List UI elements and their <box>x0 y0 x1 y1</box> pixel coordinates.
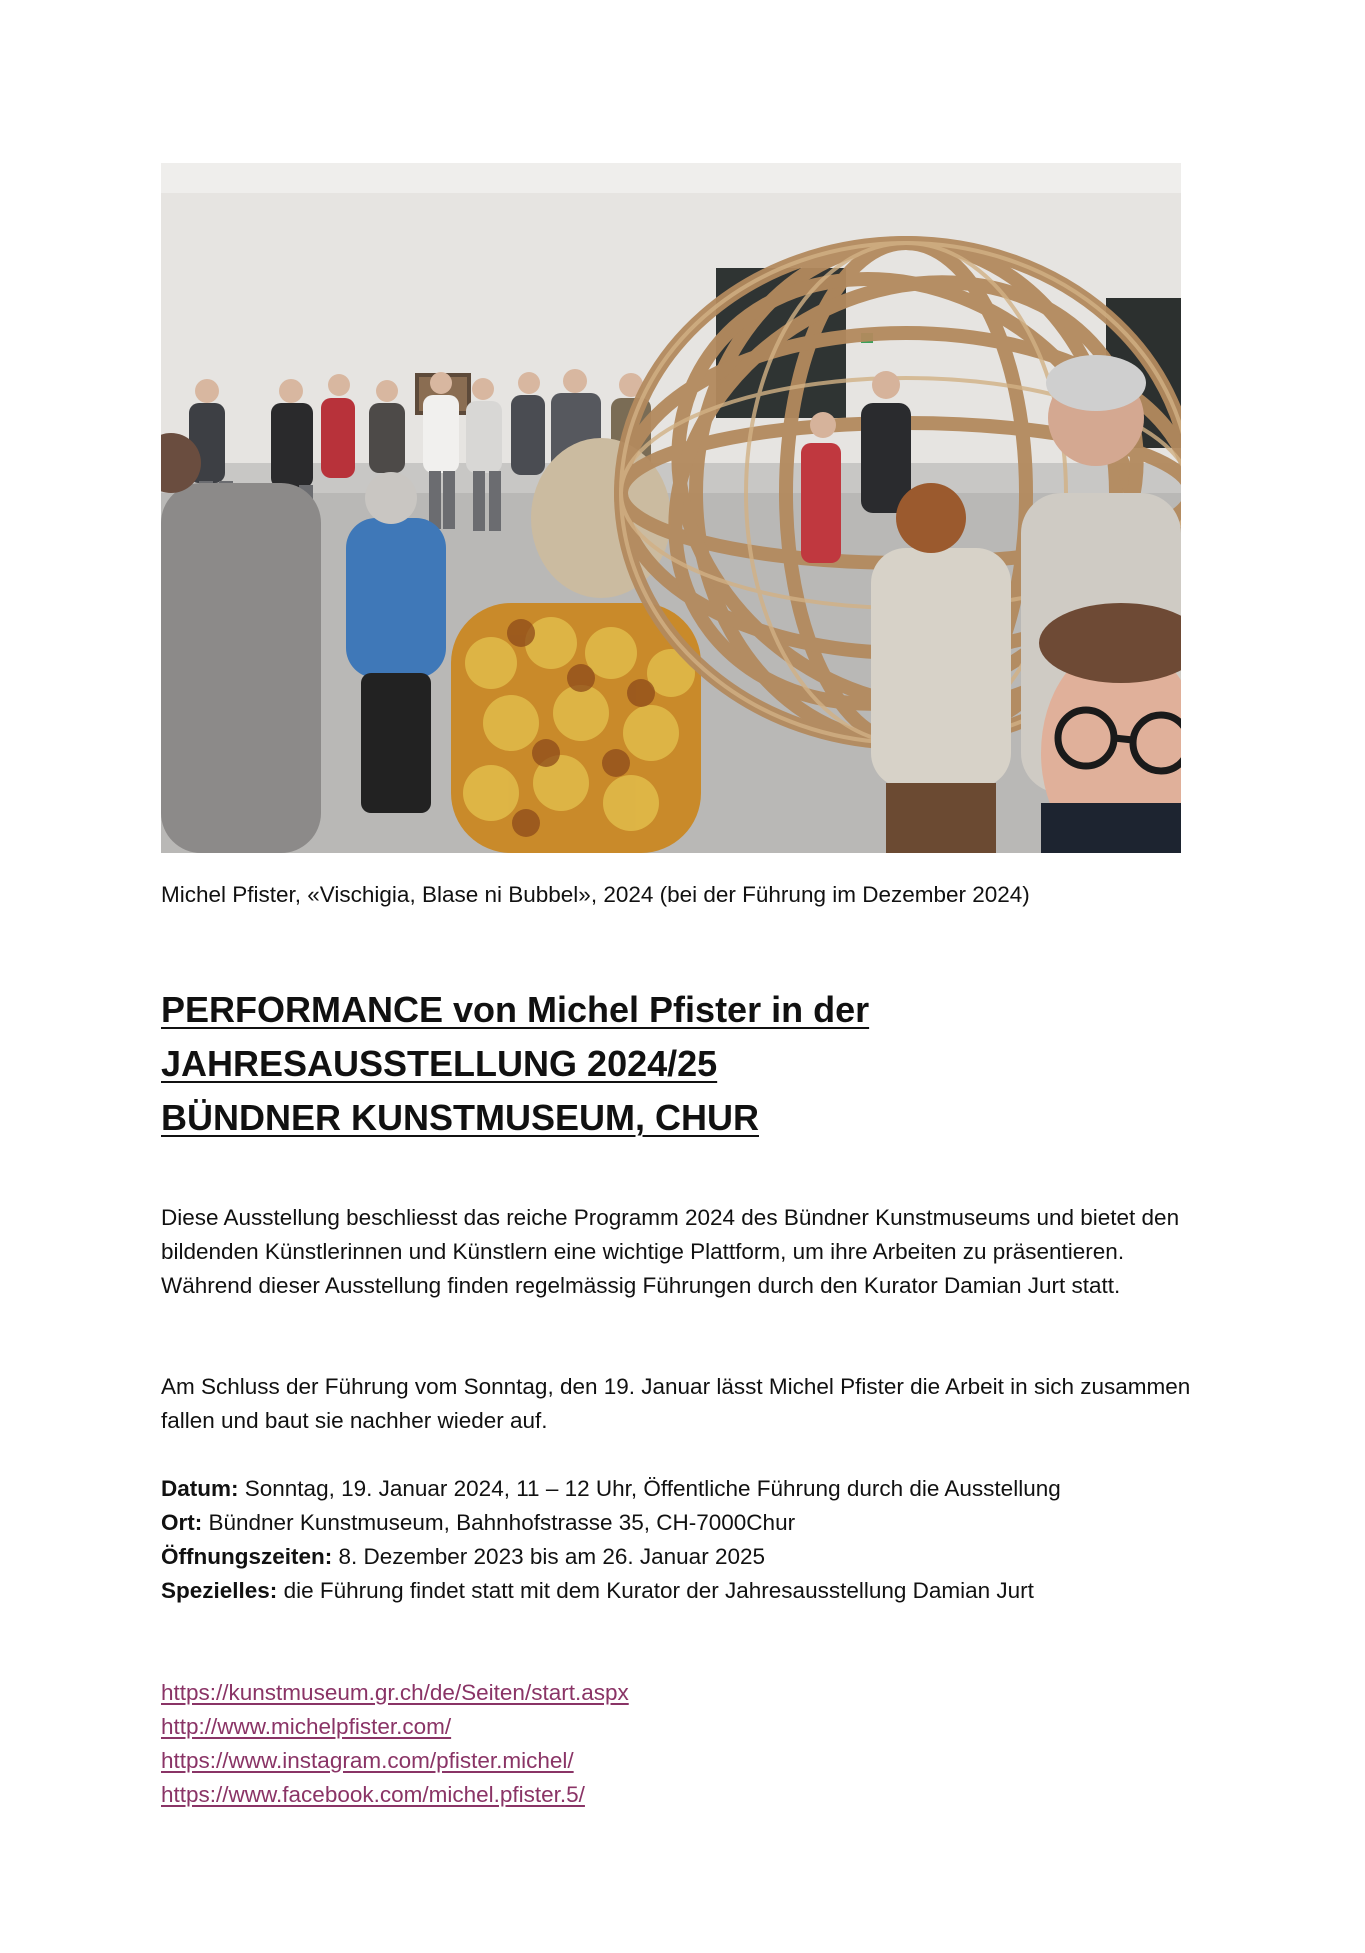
detail-datum-value: Sonntag, 19. Januar 2024, 11 – 12 Uhr, Öffentliche Führung durch die Ausstellung <box>238 1476 1061 1501</box>
photo-caption: Michel Pfister, «Vischigia, Blase ni Bubbel», 2024 (bei der Führung im Dezember 2024) <box>161 882 1030 907</box>
link-michelpfister[interactable]: http://www.michelpfister.com/ <box>161 1714 452 1739</box>
detail-ort-label: Ort: <box>161 1510 203 1535</box>
detail-ort-value: Bündner Kunstmuseum, Bahnhofstrasse 35, CH-7000Chur <box>202 1510 796 1535</box>
detail-spezielles-label: Spezielles: <box>161 1578 278 1603</box>
event-details <box>161 1472 1261 1608</box>
headline-line-1: PERFORMANCE von Michel Pfister in der <box>161 989 870 1030</box>
link-facebook[interactable]: https://www.facebook.com/michel.pfister.5/ <box>161 1782 585 1807</box>
headline-line-3: BÜNDNER KUNSTMUSEUM, CHUR <box>161 1097 759 1138</box>
headline <box>161 983 1261 1145</box>
detail-oeffnungszeiten-value: 8. Dezember 2023 bis am 26. Januar 2025 <box>332 1544 765 1569</box>
intro-paragraph: Diese Ausstellung beschliesst das reiche Programm 2024 des Bündner Kunstmuseums und bietet den bildenden Künstlerinnen und Künstlern eine wichtige Plattform, um ihre Arbeiten zu präsentieren. Während dieser Ausstellung finden regelmässig Führungen durch den Kurator Damian Jurt statt. <box>161 1205 1180 1298</box>
detail-datum-label: Datum: <box>161 1476 239 1501</box>
headline-line-2: JAHRESAUSSTELLUNG 2024/25 <box>161 1043 718 1084</box>
link-instagram[interactable]: https://www.instagram.com/pfister.michel/ <box>161 1748 574 1773</box>
link-list <box>161 1676 629 1812</box>
performance-paragraph: Am Schluss der Führung vom Sonntag, den 19. Januar lässt Michel Pfister die Arbeit in sich zusammen fallen und baut sie nachher wieder auf. <box>161 1374 1191 1433</box>
exhibition-photo <box>161 163 1181 853</box>
detail-ort <box>161 1506 1261 1540</box>
link-kunstmuseum[interactable]: https://kunstmuseum.gr.ch/de/Seiten/start.aspx <box>161 1680 629 1705</box>
detail-oeffnungszeiten <box>161 1540 1261 1574</box>
detail-spezielles-value: die Führung findet statt mit dem Kurator der Jahresausstellung Damian Jurt <box>277 1578 1034 1603</box>
detail-datum <box>161 1472 1261 1506</box>
photo-illustration <box>161 163 1181 853</box>
detail-oeffnungszeiten-label: Öffnungszeiten: <box>161 1544 333 1569</box>
detail-spezielles <box>161 1574 1261 1608</box>
